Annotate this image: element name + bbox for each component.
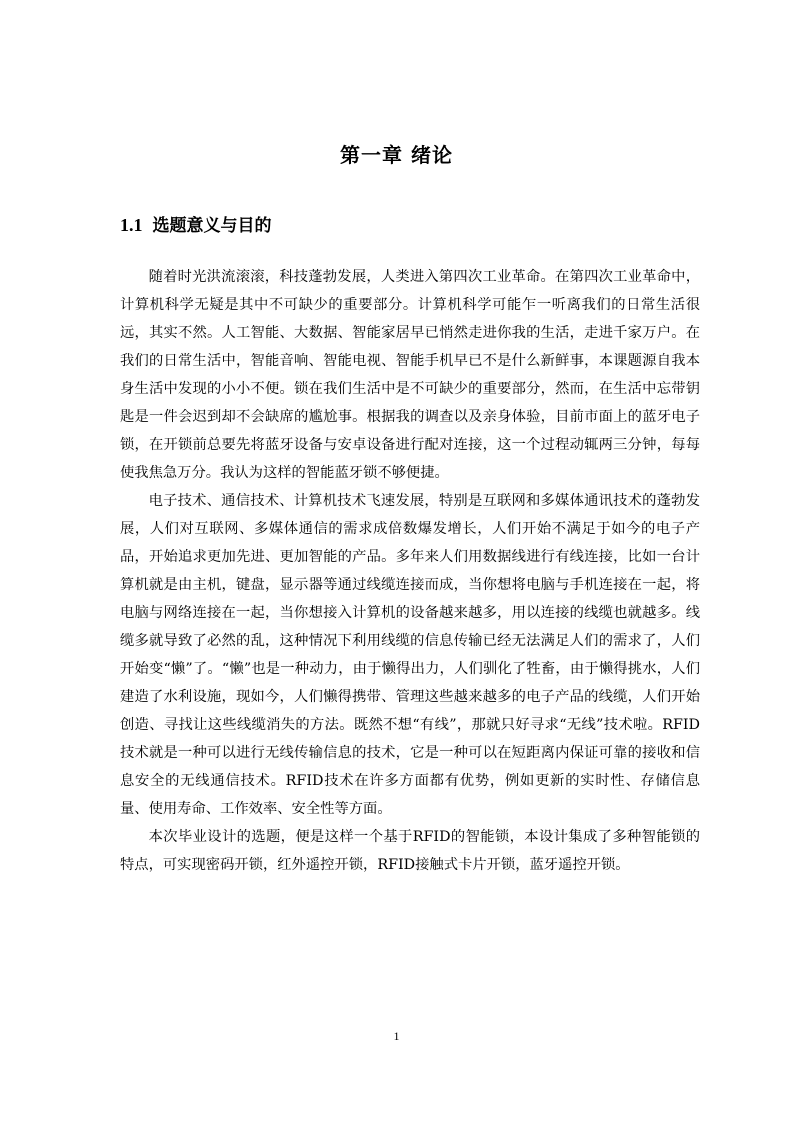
body-text	[120, 263, 700, 879]
paragraph-2: 电子技术、通信技术、计算机技术飞速发展，特别是互联网和多媒体通讯技术的蓬勃发展，人们对互联网、多媒体通信的需求成倍数爆发增长，人们开始不满足于如今的电子产品，开始追求更加先进、更加智能的产品。多年来人们用数据线进行有线连接，比如一台计算机就是由主机，键盘，显示器等通过线缆连接而成，当你想将电脑与手机连接在一起，将电脑与网络连接在一起，当你想接入计算机的设备越来越多，用以连接的线缆也就越多。线缆多就导致了必然的乱，这种情况下利用线缆的信息传输已经无法满足人们的需求了，人们开始变“懒”了。“懒”也是一种动力，由于懒得出力，人们驯化了牲畜，由于懒得挑水，人们建造了水利设施，现如今，人们懒得携带、管理这些越来越多的电子产品的线缆，人们开始创造、寻找让这些线缆消失的方法。既然不想“有线”，那就只好寻求“无线”技术啦。RFID技术就是一种可以进行无线传输信息的技术，它是一种可以在短距离内保证可靠的接收和信息安全的无线通信技术。RFID技术在许多方面都有优势，例如更新的实时性、存储信息量、使用寿命、工作效率、安全性等方面。	[120, 493, 700, 817]
section-heading	[120, 213, 272, 238]
page-number: 1	[393, 1029, 400, 1043]
paragraph-1: 随着时光洪流滚滚，科技蓬勃发展，人类进入第四次工业革命。在第四次工业革命中，计算机科学无疑是其中不可缺少的重要部分。计算机科学可能乍一听离我们的日常生活很远，其实不然。人工智能、大数据、智能家居早已悄然走进你我的生活，走进千家万户。在我们的日常生活中，智能音响、智能电视、智能手机早已不是什么新鲜事，本课题源自我本身生活中发现的小小不便。锁在我们生活中是不可缺少的重要部分，然而，在生活中忘带钥匙是一件会迟到却不会缺席的尴尬事。根据我的调查以及亲身体验，目前市面上的蓝牙电子锁，在开锁前总要先将蓝牙设备与安卓设备进行配对连接，这一个过程动辄两三分钟，每每使我焦急万分。我认为这样的智能蓝牙锁不够便捷。	[120, 269, 700, 481]
section-title: 选题意义与目的	[152, 216, 272, 236]
paragraph-3: 本次毕业设计的选题，便是这样一个基于RFID的智能锁，本设计集成了多种智能锁的特点，可实现密码开锁，红外遥控开锁，RFID接触式卡片开锁，蓝牙遥控开锁。	[120, 829, 700, 873]
chapter-title: 第一章 绪论	[340, 143, 453, 167]
section-number: 1.1	[120, 215, 143, 235]
